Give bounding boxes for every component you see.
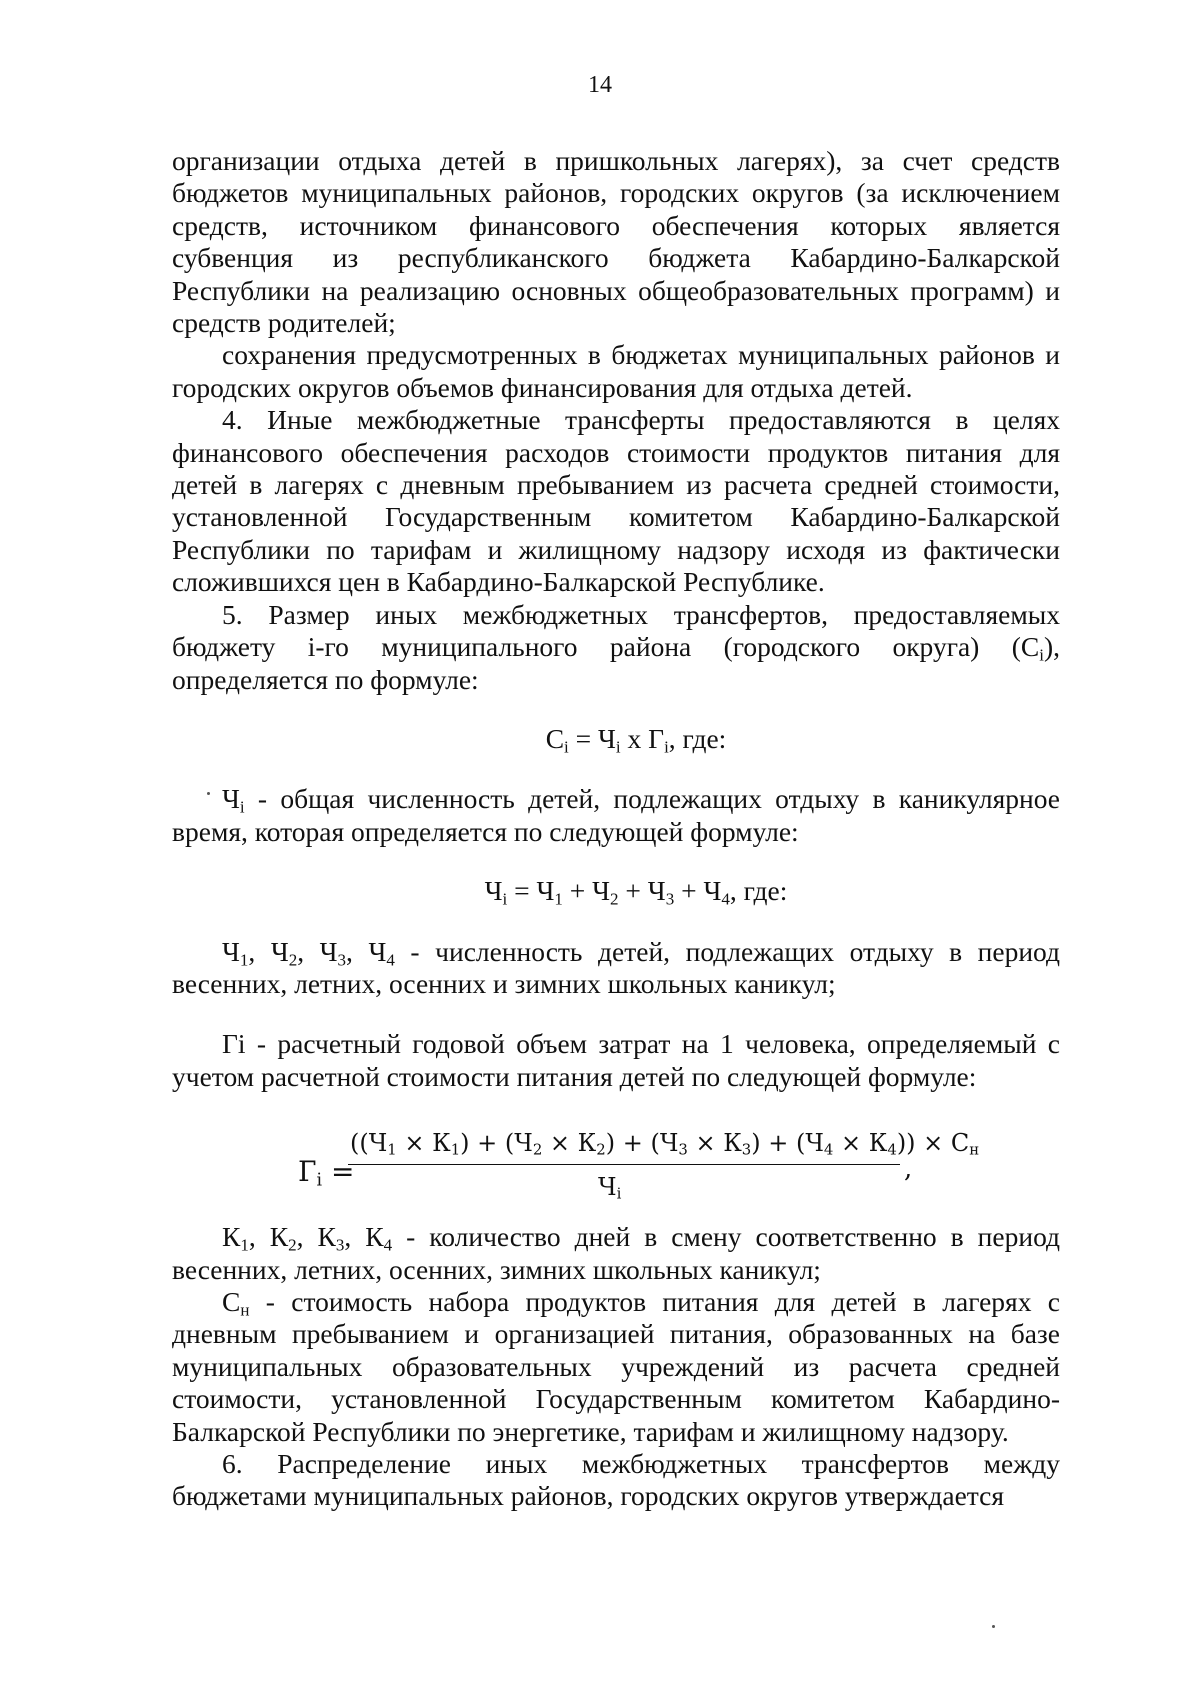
formula-gi-fraction-bar — [348, 1164, 900, 1165]
formula-gi-numerator: $((Ч_1 \times К_1) + (Ч_2 \times К_2) + (Ч_3 \times К_3) + (Ч_4 \times К_4)) \times С_н$ — [350, 1129, 980, 1159]
paragraph-item-5 — [172, 599, 1060, 696]
paragraph-item-5-text: 5. Размер иных межбюджетных трансфертов, предоставляемых бюджету i-го муниципального района (городского округа) (C — [172, 598, 1060, 663]
ch-list-definition-text: - численность детей, подлежащих отдыху в период весенних, летних, осенних и зимних школьных каникул; — [172, 935, 1061, 999]
formula-gi-comma: , — [904, 1154, 913, 1185]
paragraph-item-4: 4. Иные межбюджетные трансферты предоставляются в целях финансового обеспечения расходов стоимости продуктов питания для детей в лагерях с дневным пребыванием из расчета средней стоимости, установленной Государственным комитетом Кабардино-Балкарской Республики по тарифам и жилищному надзору исходя из фактически сложившихся цен в Кабардино-Балкарской Республике. — [172, 404, 1060, 598]
paragraph-k-list-definition: $К_1$, $К_2$, $К_3$, $К_4$ - количество дней в смену соответственно в период весенних, летних, осенних, зимних школьных каникул; — [172, 1221, 1061, 1285]
formula-gi — [172, 1123, 1060, 1221]
formula-gi-lhs: $Г_i$ = — [298, 1155, 355, 1191]
paragraph-chi-definition — [172, 783, 1060, 848]
formula-chi: $Ч_i = Ч_1 + Ч_2 + Ч_3 + Ч_4$, где: — [484, 875, 788, 909]
paragraph-item-6: 6. Распределение иных межбюджетных трансфертов между бюджетами муниципальных районов, городских округов утверждается — [172, 1448, 1060, 1512]
chi-symbol: Ч — [222, 783, 240, 815]
scan-speck — [207, 792, 210, 795]
formula-gi-denominator: $Ч_i$ — [598, 1173, 622, 1203]
cn-subscript: н — [240, 1300, 250, 1320]
paragraph-preservation: сохранения предусмотренных в бюджетах муниципальных районов и городских округов объемов финансирования для отдыха детей. — [172, 339, 1060, 403]
paragraph-ch-list-definition: $Ч_1$, $Ч_2$, $Ч_3$, $Ч_4$ - численность детей, подлежащих отдыху в период весенних, летних, осенних и зимних школьных каникул; — [172, 935, 1061, 999]
paragraph-item-5-subscript: i — [1039, 645, 1044, 665]
paragraph-continuation: организации отдыха детей в пришкольных лагерях), за счет средств бюджетов муниципальных районов, городских округов (за исключением средств, источником финансового обеспечения которых является субвенция из республиканского бюджета Кабардино-Балкарской Республики на реализацию основных общеобразовательных программ) и средств родителей; — [172, 145, 1060, 339]
page-number: 14 — [588, 72, 612, 98]
paragraph-cn-definition — [172, 1286, 1060, 1448]
chi-definition-text: - общая численность детей, подлежащих отдыху в каникулярное время, которая определяется по следующей формуле: — [172, 783, 1060, 847]
paragraph-gi-definition: Гi - расчетный годовой объем затрат на 1 человека, определяемый с учетом расчетной стоимости питания детей по следующей формуле: — [172, 1028, 1060, 1092]
document-body — [172, 145, 1060, 1513]
scan-speck — [992, 1625, 995, 1628]
cn-definition-text: - стоимость набора продуктов питания для детей в лагерях с дневным пребыванием и организацией питания, образованных на базе муниципальных образовательных учреждений из расчета средней стоимости, установленной Государственным комитетом Кабардино-Балкарской Республики по энергетике, тарифам и жилищному надзору. — [172, 1285, 1060, 1447]
cn-symbol: С — [222, 1285, 241, 1317]
chi-subscript: i — [239, 797, 245, 817]
paragraph-item-5-tail: ), определяется по формуле: — [172, 631, 1060, 695]
k-list-definition-text: - количество дней в смену соответственно в период весенних, летних, осенних, зимних школьных каникул; — [172, 1221, 1061, 1285]
formula-ci: $С_i = Ч_i$ х $Г_i$, где: — [545, 722, 727, 757]
